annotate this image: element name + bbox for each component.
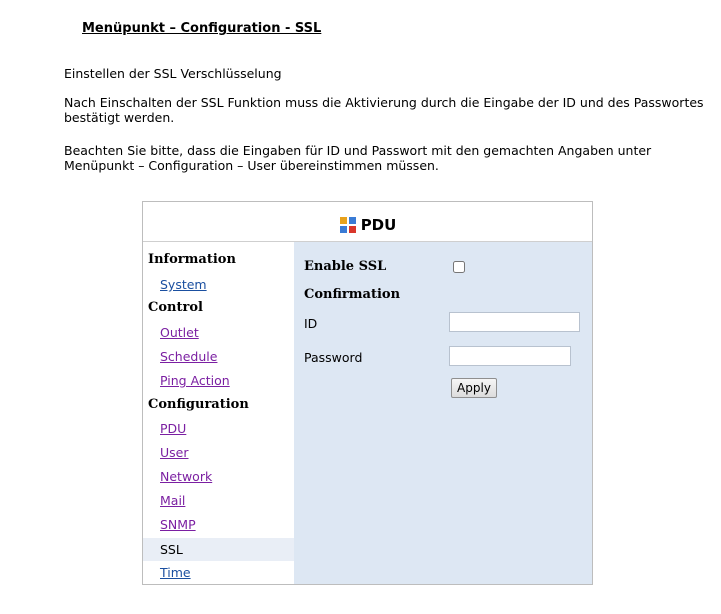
- apply-button[interactable]: Apply: [451, 378, 497, 398]
- nav-link-user[interactable]: User: [160, 445, 189, 460]
- password-label: Password: [304, 350, 363, 365]
- pdu-sidebar: [143, 242, 294, 584]
- nav-link-outlet[interactable]: Outlet: [160, 325, 199, 340]
- password-input[interactable]: [449, 346, 571, 366]
- pdu-header: [143, 202, 592, 242]
- id-label: ID: [304, 316, 318, 331]
- nav-link-snmp[interactable]: SNMP: [160, 517, 196, 532]
- nav-heading-configuration: Configuration: [148, 397, 249, 412]
- nav-heading-information: Information: [148, 252, 236, 267]
- activation-paragraph: Nach Einschalten der SSL Funktion muss die Aktivierung durch die Eingabe der ID und des Passwortes bestätigt werden.: [64, 95, 704, 125]
- nav-item-ssl-label: SSL: [160, 542, 183, 557]
- document-title: Menüpunkt – Configuration - SSL: [82, 21, 322, 36]
- nav-heading-control: Control: [148, 300, 203, 315]
- intro-paragraph: Einstellen der SSL Verschlüsselung: [64, 66, 282, 81]
- ssl-settings-panel: [294, 242, 592, 584]
- nav-item-ssl-selected[interactable]: [143, 538, 294, 561]
- pdu-logo-icon: [339, 216, 357, 234]
- nav-link-system[interactable]: System: [160, 277, 207, 292]
- nav-link-mail[interactable]: Mail: [160, 493, 186, 508]
- id-input[interactable]: [449, 312, 580, 332]
- pdu-header-title: PDU: [360, 215, 397, 234]
- nav-link-network[interactable]: Network: [160, 469, 213, 484]
- credentials-note-paragraph: Beachten Sie bitte, dass die Eingaben für ID und Passwort mit den gemachten Angaben unter Menüpunkt – Configuration – User übereinstimmen müssen.: [64, 143, 652, 173]
- confirmation-label: Confirmation: [304, 287, 401, 302]
- enable-ssl-label: Enable SSL: [304, 259, 387, 274]
- nav-link-schedule[interactable]: Schedule: [160, 349, 218, 364]
- enable-ssl-checkbox[interactable]: [453, 261, 465, 273]
- nav-link-ping-action[interactable]: Ping Action: [160, 373, 230, 388]
- nav-link-time[interactable]: Time: [160, 565, 191, 580]
- nav-link-pdu[interactable]: PDU: [160, 421, 187, 436]
- pdu-web-interface: [142, 201, 593, 585]
